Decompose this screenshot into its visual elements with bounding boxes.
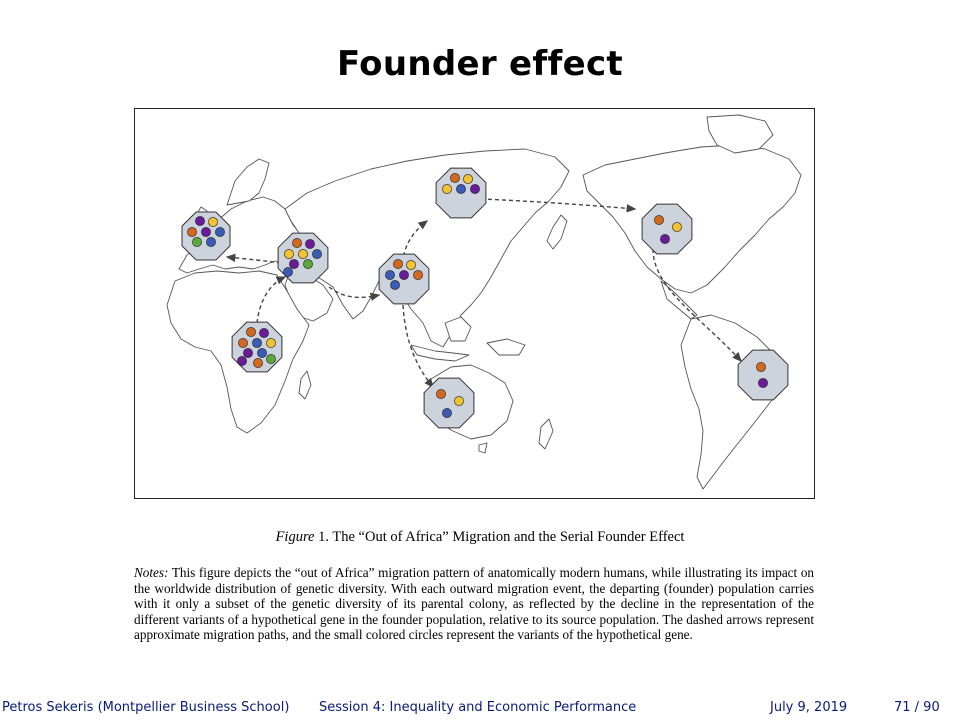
footer-author: Petros Sekeris (Montpellier Business School)	[2, 700, 290, 715]
figure-caption-text: The “Out of Africa” Migration and the Serial Founder Effect	[332, 529, 685, 545]
south-america-landmass	[681, 315, 785, 489]
gene-variant-dot-blue	[312, 249, 321, 258]
gene-variant-dot-purple	[259, 328, 268, 337]
new-zealand	[539, 419, 553, 449]
world-map	[135, 109, 814, 498]
gene-variant-dot-orange	[413, 270, 422, 279]
population-north-america	[642, 204, 692, 254]
gene-variant-dot-purple	[237, 356, 246, 365]
gene-variant-dot-yellow	[406, 260, 415, 269]
japan	[547, 215, 567, 249]
figure-number: 1.	[318, 529, 329, 545]
gene-variant-dot-orange	[756, 362, 765, 371]
gene-variant-dot-blue	[442, 408, 451, 417]
gene-variant-dot-blue	[390, 280, 399, 289]
population-octagon	[424, 378, 474, 428]
gene-variant-dot-purple	[289, 259, 298, 268]
gene-variant-dot-yellow	[442, 184, 451, 193]
gene-variant-dot-blue	[456, 184, 465, 193]
figure-notes	[134, 565, 814, 643]
population-octagon	[738, 350, 788, 400]
population-south-america	[738, 350, 788, 400]
gene-variant-dot-blue	[206, 237, 215, 246]
notes-text: This figure depicts the “out of Africa” migration pattern of anatomically modern humans, while illustrating its impact on the worldwide distribution of genetic diversity. With each outward migration event, the departing (founder) population carries with it only a subset of the genetic diversity of its parental colony, as reflected by the decline in the representation of the different variants of a hypothetical gene in the founder population, relative to its source population. The dashed arrows represent approximate migration paths, and the small colored circles represent the variants of the hypothetical gene.	[134, 565, 815, 643]
gene-variant-dot-purple	[243, 348, 252, 357]
gene-variant-dot-blue	[283, 267, 292, 276]
gene-variant-dot-purple	[758, 378, 767, 387]
population-australia	[424, 378, 474, 428]
gene-variant-dot-orange	[246, 327, 255, 336]
gene-variant-dot-yellow	[266, 338, 275, 347]
figure-label: Figure	[275, 529, 315, 545]
slide-title: Founder effect	[337, 44, 623, 84]
gene-variant-dot-orange	[238, 338, 247, 347]
gene-variant-dot-orange	[393, 259, 402, 268]
population-europe	[182, 212, 230, 260]
gene-variant-dot-yellow	[298, 249, 307, 258]
gene-variant-dot-yellow	[463, 174, 472, 183]
gene-variant-dot-green	[266, 354, 275, 363]
notes-label: Notes:	[134, 565, 169, 580]
gene-variant-dot-blue	[252, 338, 261, 347]
gene-variant-dot-purple	[305, 239, 314, 248]
gene-variant-dot-yellow	[284, 249, 293, 258]
gene-variant-dot-orange	[450, 173, 459, 182]
migration-map-figure	[134, 108, 815, 499]
gene-variant-dot-blue	[385, 270, 394, 279]
gene-variant-dot-orange	[187, 227, 196, 236]
footer-page-number: 71 / 90	[894, 700, 940, 715]
gene-variant-dot-blue	[257, 348, 266, 357]
population-octagon	[642, 204, 692, 254]
gene-variant-dot-yellow	[672, 222, 681, 231]
new-guinea	[487, 339, 525, 355]
footer-session: Session 4: Inequality and Economic Performance	[319, 700, 637, 715]
gene-variant-dot-yellow	[454, 396, 463, 405]
indonesia	[411, 345, 469, 361]
figure-caption	[0, 529, 960, 546]
gene-variant-dot-orange	[292, 238, 301, 247]
gene-variant-dot-orange	[654, 215, 663, 224]
gene-variant-dot-purple	[201, 227, 210, 236]
gene-variant-dot-blue	[215, 227, 224, 236]
madagascar	[299, 371, 311, 399]
gene-variant-dot-purple	[470, 184, 479, 193]
population-central-asia	[436, 168, 486, 218]
gene-variant-dot-green	[303, 259, 312, 268]
population-middle-east	[278, 233, 328, 283]
gene-variant-dot-orange	[436, 389, 445, 398]
slide-footer	[0, 697, 960, 719]
gene-variant-dot-yellow	[208, 217, 217, 226]
tasmania	[479, 443, 487, 453]
gene-variant-dot-orange	[253, 358, 262, 367]
gene-variant-dot-purple	[195, 216, 204, 225]
gene-variant-dot-green	[192, 237, 201, 246]
gene-variant-dot-purple	[660, 234, 669, 243]
population-south-asia	[379, 254, 429, 304]
population-africa	[232, 322, 282, 372]
footer-date: July 9, 2019	[770, 700, 848, 715]
gene-variant-dot-purple	[399, 270, 408, 279]
